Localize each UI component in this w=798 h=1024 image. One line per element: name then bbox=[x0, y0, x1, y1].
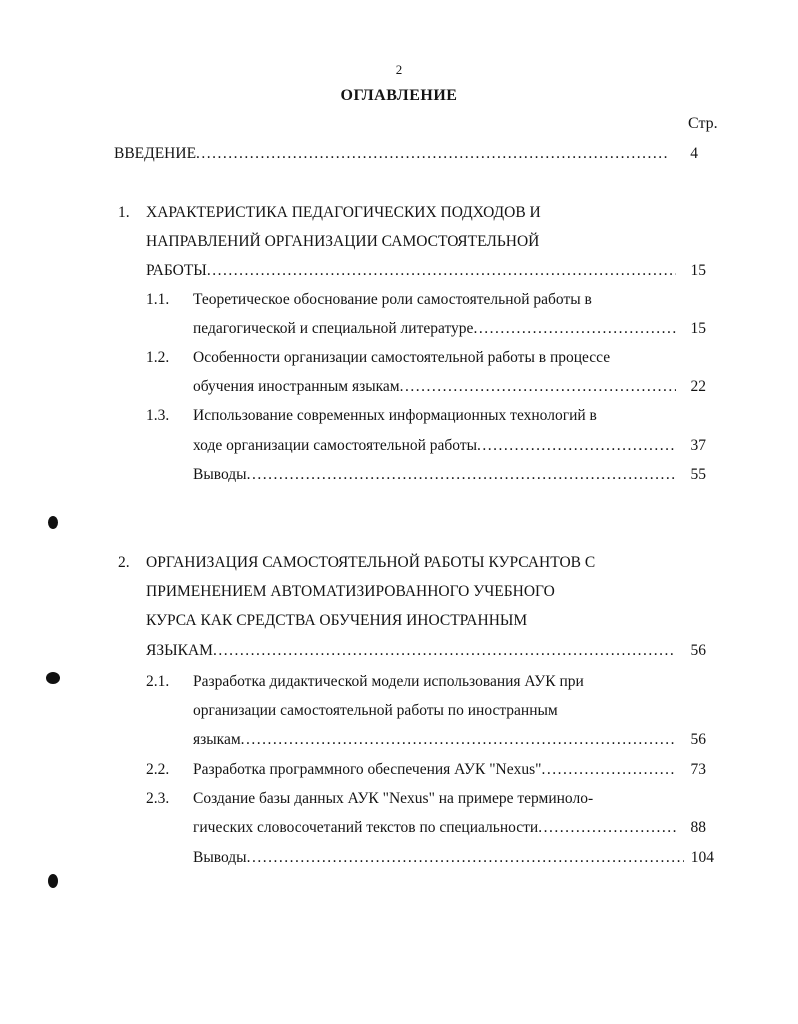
toc-entry-label: ВВЕДЕНИЕ bbox=[114, 145, 197, 162]
toc-entry-label: Разработка программного обеспечения АУК "Nexus" bbox=[193, 761, 542, 778]
section-title-line: Разработка дидактической модели использования АУК при bbox=[193, 673, 584, 690]
toc-entry-label: ходе организации самостоятельной работы bbox=[193, 437, 478, 454]
section-number: 1.2. bbox=[146, 349, 170, 366]
section-number: 2.1. bbox=[146, 673, 170, 690]
toc-entry-label: РАБОТЫ bbox=[146, 262, 207, 279]
section-title-line: Использование современных информационных технологий в bbox=[193, 407, 597, 424]
toc-page-number: 15 bbox=[690, 320, 706, 337]
chapter-title-line: ПРИМЕНЕНИЕМ АВТОМАТИЗИРОВАННОГО УЧЕБНОГО bbox=[146, 583, 555, 600]
chapter-title-line: КУРСА КАК СРЕДСТВА ОБУЧЕНИЯ ИНОСТРАННЫМ bbox=[146, 612, 528, 629]
toc-page-number: 4 bbox=[690, 145, 698, 162]
toc-entry-label: Выводы bbox=[193, 466, 247, 483]
chapter-title-line: ХАРАКТЕРИСТИКА ПЕДАГОГИЧЕСКИХ ПОДХОДОВ И bbox=[146, 204, 541, 221]
section-title-line: Теоретическое обоснование роли самостоятельной работы в bbox=[193, 291, 592, 308]
section-title-line: организации самостоятельной работы по иностранным bbox=[193, 702, 558, 719]
toc-page-number: 55 bbox=[690, 466, 706, 483]
leader-dots bbox=[400, 377, 676, 397]
leader-dots bbox=[541, 760, 676, 780]
section-number: 2.2. bbox=[146, 761, 170, 778]
scan-mark bbox=[48, 516, 58, 529]
chapter-title-line: ОРГАНИЗАЦИЯ САМОСТОЯТЕЛЬНОЙ РАБОТЫ КУРСАНТОВ С bbox=[146, 554, 596, 571]
leader-dots bbox=[247, 465, 676, 485]
toc-entry-section-1-1[interactable] bbox=[193, 319, 706, 339]
section-number: 2.3. bbox=[146, 790, 170, 807]
toc-page-number: 15 bbox=[690, 262, 706, 279]
section-title-line: Особенности организации самостоятельной работы в процессе bbox=[193, 349, 611, 366]
toc-entry-section-2-1[interactable] bbox=[193, 730, 706, 750]
section-number: 1.3. bbox=[146, 407, 170, 424]
leader-dots bbox=[196, 144, 668, 164]
toc-page-number: 37 bbox=[690, 437, 706, 454]
toc-entry-label: гических словосочетаний текстов по специальности bbox=[193, 819, 539, 836]
chapter-title-line: НАПРАВЛЕНИЙ ОРГАНИЗАЦИИ САМОСТОЯТЕЛЬНОЙ bbox=[146, 233, 540, 250]
section-number: 1.1. bbox=[146, 291, 170, 308]
toc-entry-section-1-2[interactable] bbox=[193, 377, 706, 397]
toc-page-number: 56 bbox=[690, 731, 706, 748]
chapter-number: 1. bbox=[118, 204, 130, 221]
toc-entry-label: обучения иностранным языкам bbox=[193, 378, 400, 395]
toc-page-number: 73 bbox=[690, 761, 706, 778]
toc-entry-section-1-3[interactable] bbox=[193, 436, 706, 456]
leader-dots bbox=[477, 436, 676, 456]
scan-mark bbox=[48, 874, 58, 888]
chapter-number: 2. bbox=[118, 554, 130, 571]
toc-entry-chapter2[interactable] bbox=[146, 641, 706, 661]
toc-entry-chapter1[interactable] bbox=[146, 261, 706, 281]
scan-mark bbox=[46, 672, 60, 684]
leader-dots bbox=[538, 818, 676, 838]
toc-entry-conclusions-1[interactable] bbox=[193, 465, 706, 485]
page-title: ОГЛАВЛЕНИЕ bbox=[340, 87, 458, 104]
toc-entry-intro[interactable] bbox=[114, 144, 698, 164]
page-column-label: Стр. bbox=[688, 115, 718, 132]
toc-entry-label: ЯЗЫКАМ bbox=[146, 642, 213, 659]
toc-entry-section-2-3[interactable] bbox=[193, 818, 706, 838]
leader-dots bbox=[241, 730, 676, 750]
toc-entry-label: педагогической и специальной литературе bbox=[193, 320, 474, 337]
toc-entry-label: языкам bbox=[193, 731, 241, 748]
leader-dots bbox=[247, 848, 684, 868]
toc-page-number: 104 bbox=[690, 849, 714, 866]
section-title-line: Создание базы данных АУК "Nexus" на примере терминоло- bbox=[193, 790, 594, 807]
leader-dots bbox=[473, 319, 676, 339]
toc-entry-label: Выводы bbox=[193, 849, 247, 866]
leader-dots bbox=[213, 641, 676, 661]
toc-page-number: 22 bbox=[690, 378, 706, 395]
toc-entry-section-2-2[interactable] bbox=[193, 760, 706, 780]
leader-dots bbox=[207, 261, 676, 281]
toc-page-number: 56 bbox=[690, 642, 706, 659]
toc-entry-conclusions-2[interactable] bbox=[193, 848, 714, 868]
toc-page-number: 88 bbox=[690, 819, 706, 836]
page-number: 2 bbox=[395, 62, 403, 77]
